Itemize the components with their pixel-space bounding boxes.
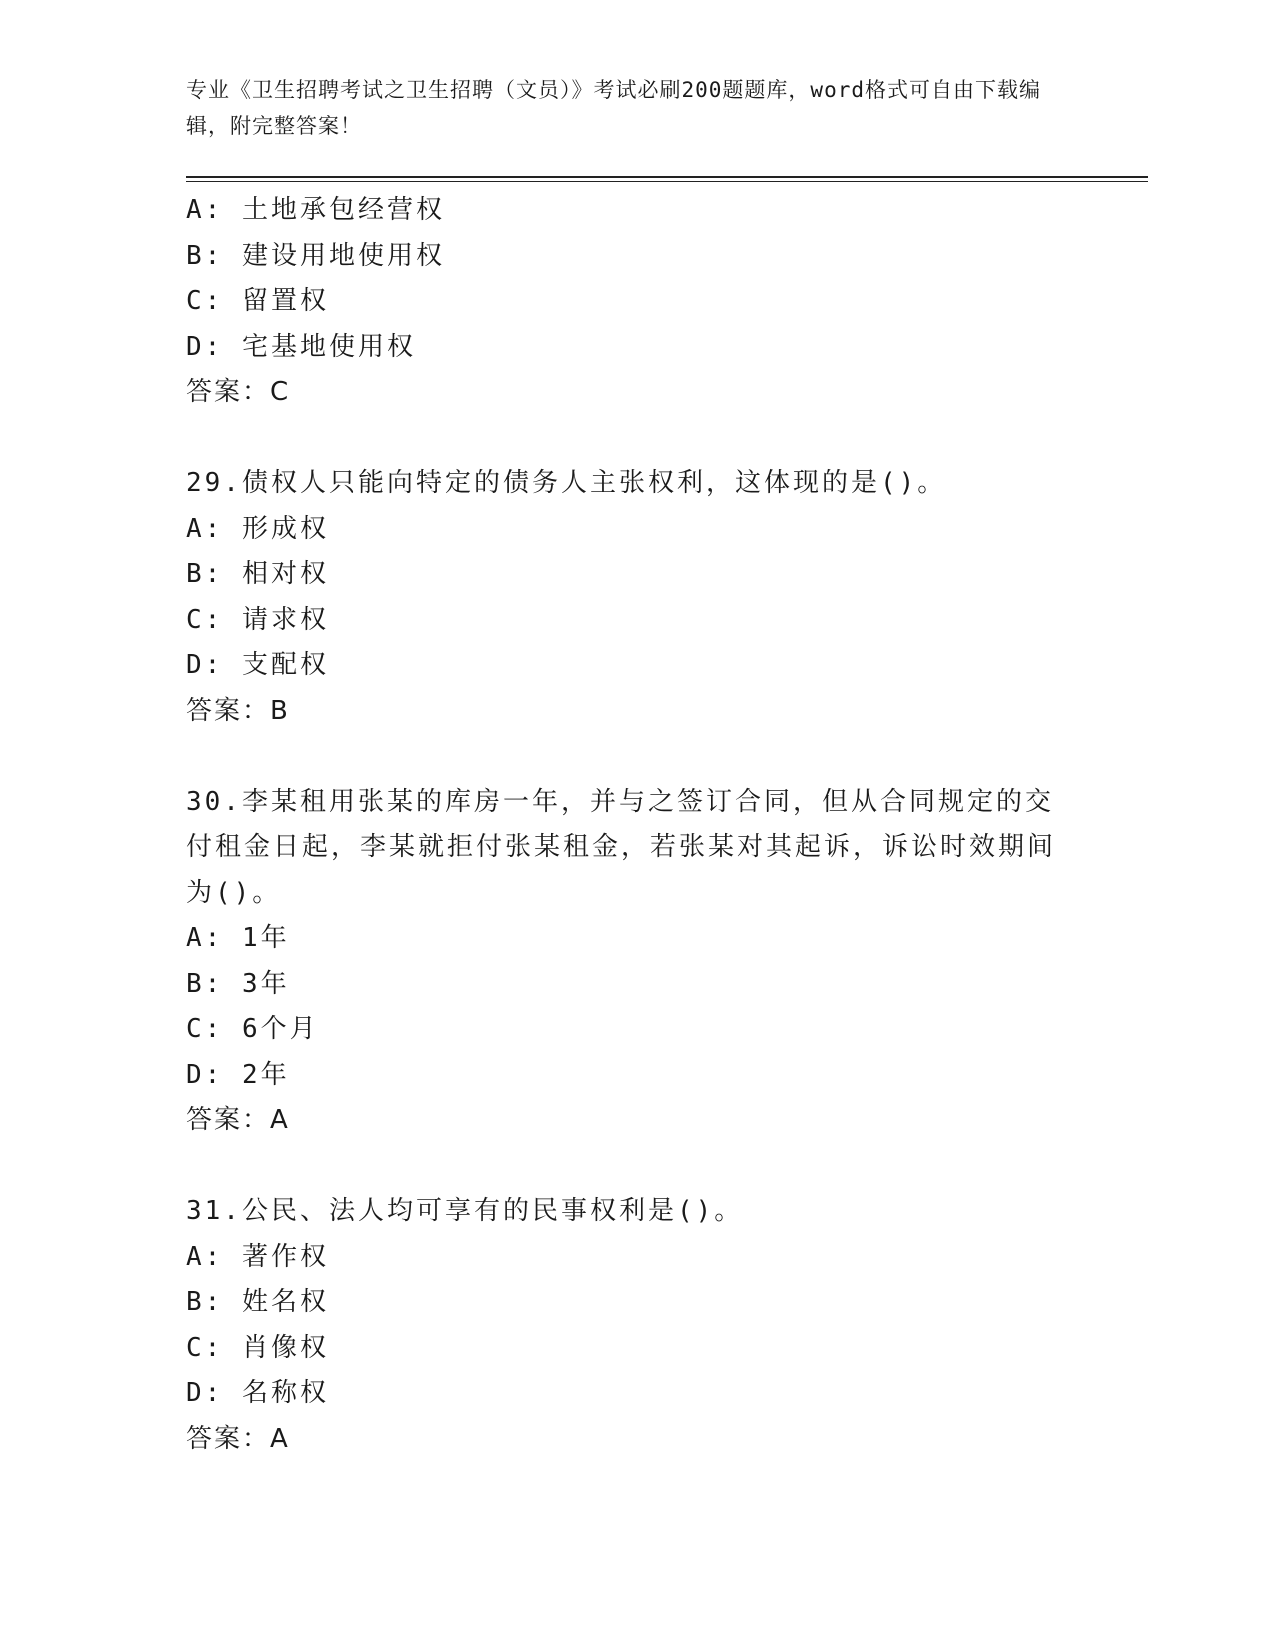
answer: 答案：A [186,1105,290,1135]
question-list [186,188,1086,1462]
question-stem: 29.债权人只能向特定的债务人主张权利，这体现的是()。 [186,468,947,498]
option-d: D: 支配权 [186,650,329,680]
answer: 答案：B [186,695,290,726]
option-a: A: 土地承包经营权 [186,195,445,225]
option-c: C: 请求权 [186,604,329,635]
header-rule-thick [186,176,1148,178]
question-block [186,780,1086,1144]
question-block [186,1189,1086,1462]
answer: 答案：C [186,377,291,407]
option-b: B: 3年 [186,968,290,999]
answer: 答案：A [186,1423,290,1454]
option-c: C: 留置权 [186,286,329,316]
option-d: D: 宅基地使用权 [186,331,416,362]
document-header: 专业《卫生招聘考试之卫生招聘（文员）》考试必刷200题题库，word格式可自由下载编辑，附完整答案！ [186,78,1041,138]
option-a: A: 著作权 [186,1241,329,1272]
option-a: A: 1年 [186,923,290,953]
question-block [186,188,1086,416]
option-c: C: 6个月 [186,1014,319,1044]
option-a: A: 形成权 [186,513,329,544]
question-block [186,461,1086,734]
question-stem: 30.李某租用张某的库房一年，并与之签订合同，但从合同规定的交付租金日起，李某就拒付张某租金，若张某对其起诉，诉讼时效期间为()。 [186,786,1057,908]
header-rule-thin [186,181,1148,182]
option-b: B: 姓名权 [186,1287,329,1317]
option-d: D: 2年 [186,1059,290,1090]
question-stem: 31.公民、法人均可享有的民事权利是()。 [186,1196,744,1226]
option-c: C: 肖像权 [186,1332,329,1363]
option-d: D: 名称权 [186,1378,329,1408]
option-b: B: 相对权 [186,559,329,589]
option-b: B: 建设用地使用权 [186,240,445,271]
